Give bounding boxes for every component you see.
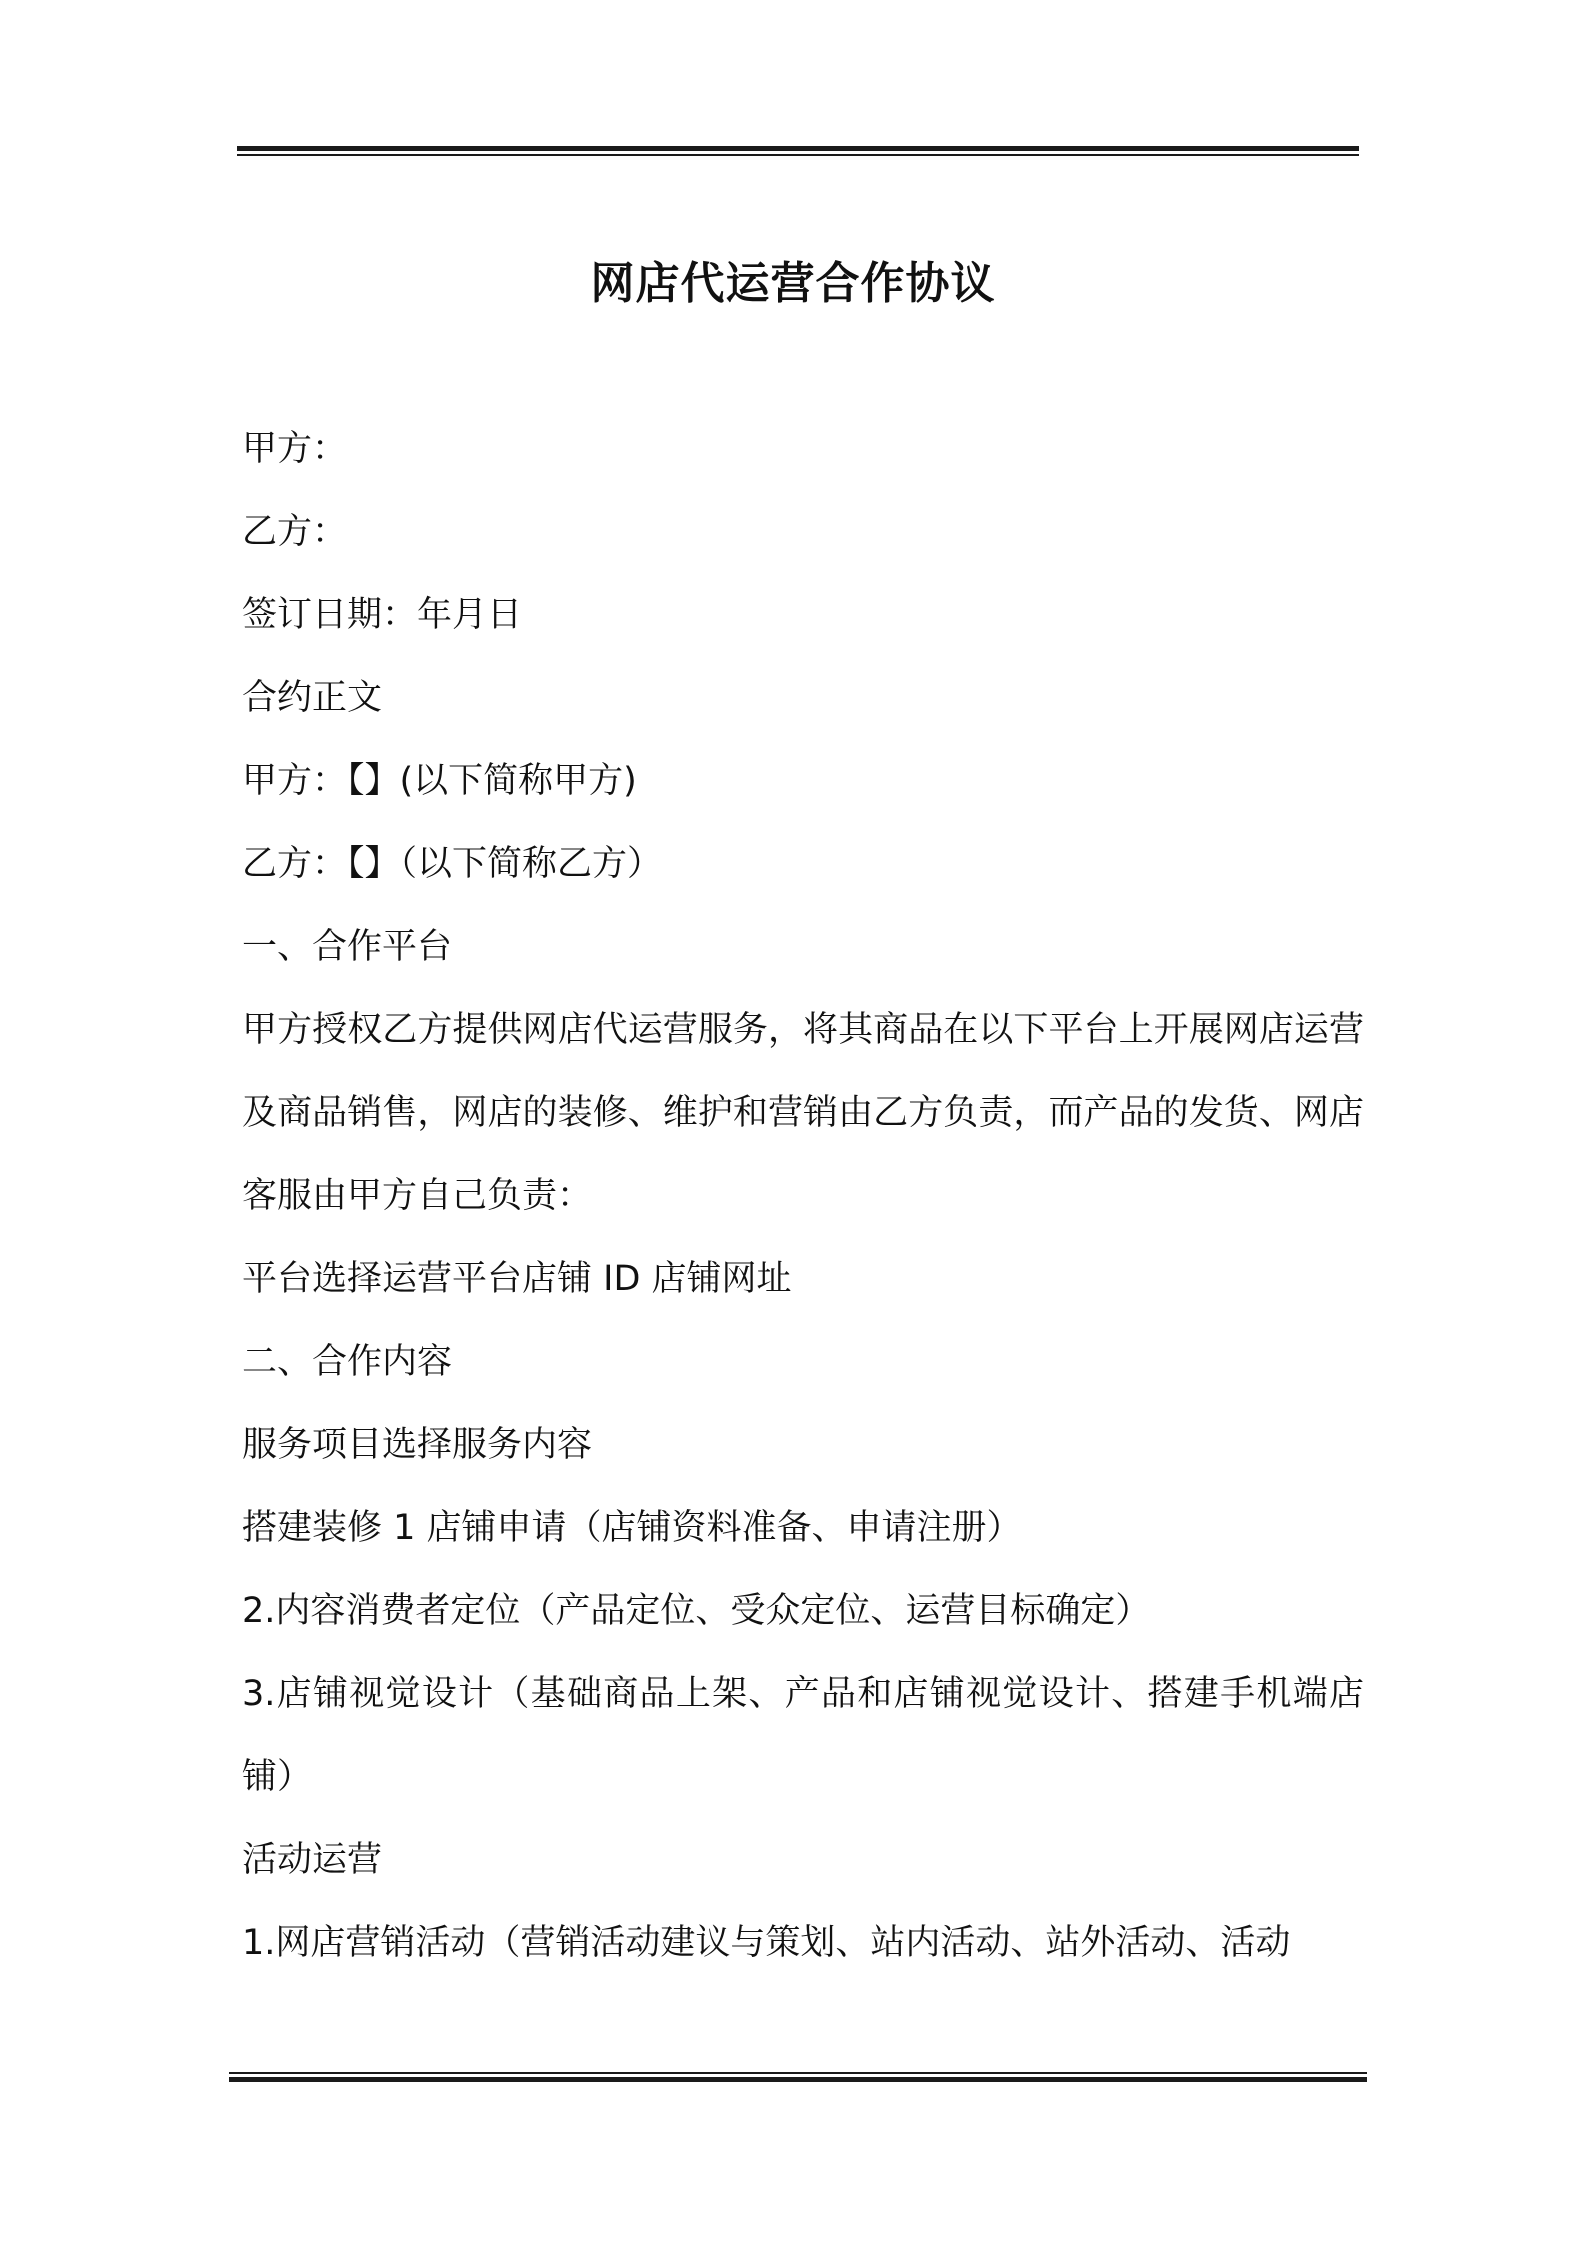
document-title: 网店代运营合作协议 — [590, 258, 996, 310]
service-item-2: 2.内容消费者定位（产品定位、受众定位、运营目标确定） — [242, 1591, 1151, 1631]
service-item-3: 3.店铺视觉设计（基础商品上架、产品和店铺视觉设计、搭建手机端店铺） — [242, 1674, 1364, 1797]
footer-rule — [229, 2072, 1367, 2082]
platform-table-header: 平台选择运营平台店铺 ID 店铺网址 — [242, 1259, 792, 1299]
signing-date-line: 签订日期：年月日 — [242, 595, 523, 635]
party-a-definition: 甲方：【】(以下简称甲方) — [242, 761, 637, 801]
activity-item-1: 1.网店营销活动（营销活动建议与策划、站内活动、站外活动、活动 — [242, 1923, 1291, 1963]
platform-paragraph: 甲方授权乙方提供网店代运营服务，将其商品在以下平台上开展网店运营及商品销售，网店的装修、维护和营销由乙方负责，而产品的发货、网店客服由甲方自己负责： — [242, 1010, 1364, 1216]
service-table-header: 服务项目选择服务内容 — [242, 1425, 593, 1465]
party-a-line: 甲方： — [242, 429, 348, 469]
service-item-1: 搭建装修 1 店铺申请（店铺资料准备、申请注册） — [242, 1508, 1022, 1548]
activity-operation-heading: 活动运营 — [242, 1840, 383, 1880]
contract-body-heading: 合约正文 — [242, 678, 383, 718]
document-body — [242, 408, 1364, 1985]
section-heading-platform: 一、合作平台 — [242, 927, 453, 967]
section-heading-content: 二、合作内容 — [242, 1342, 453, 1382]
party-b-definition: 乙方：【】（以下简称乙方） — [242, 844, 663, 884]
header-rule — [237, 146, 1359, 156]
party-b-line: 乙方： — [242, 512, 348, 552]
